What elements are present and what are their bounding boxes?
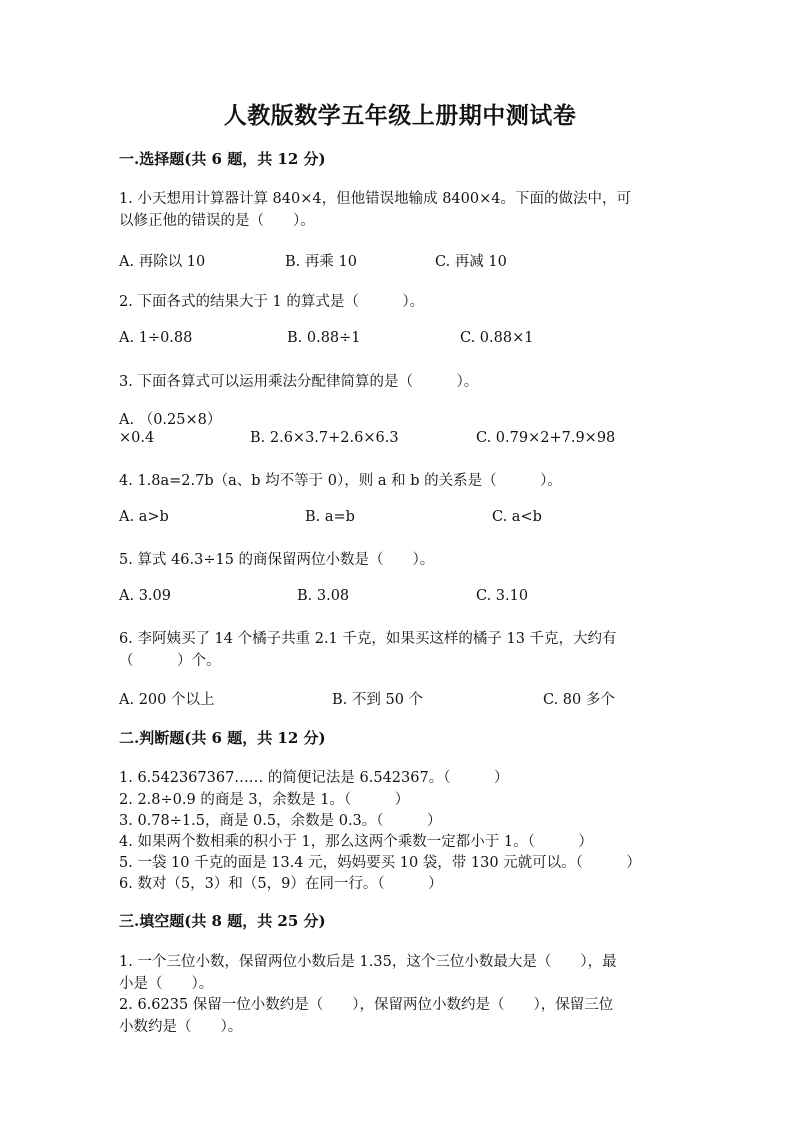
fill-item: 小是（ ）。	[119, 976, 214, 992]
option-a: A. a>b	[119, 509, 169, 525]
option-a: A. （0.25×8）	[119, 412, 222, 428]
option-b: B. 3.08	[297, 588, 350, 604]
option-b: B. a=b	[305, 509, 355, 525]
option-b: B. 0.88÷1	[287, 330, 361, 346]
fill-item: 小数约是（ ）。	[119, 1019, 243, 1035]
question-text: 4. 1.8a=2.7b（a、b 均不等于 0），则 a 和 b 的关系是（ ）。	[119, 473, 562, 489]
section-heading-choice: 一.选择题(共 6 题，共 12 分)	[119, 150, 326, 168]
section-heading-judgment: 二.判断题(共 6 题，共 12 分)	[119, 729, 326, 747]
option-c: C. a<b	[492, 509, 542, 525]
option-c: C. 3.10	[476, 588, 529, 604]
fill-item: 2. 6.6235 保留一位小数约是（ ），保留两位小数约是（ ），保留三位	[119, 997, 614, 1013]
option-a-continued: ×0.4	[119, 430, 155, 446]
option-a: A. 再除以 10	[119, 254, 206, 270]
judgment-item: 2. 2.8÷0.9 的商是 3，余数是 1。（ ）	[119, 792, 410, 808]
question-text: （ ）个。	[119, 653, 221, 669]
option-b: B. 2.6×3.7+2.6×6.3	[250, 430, 399, 446]
fill-item: 1. 一个三位小数，保留两位小数后是 1.35，这个三位小数最大是（ ），最	[119, 954, 617, 970]
option-b: B. 再乘 10	[285, 254, 357, 270]
option-a: A. 1÷0.88	[119, 330, 193, 346]
option-c: C. 再减 10	[435, 254, 507, 270]
option-a: A. 3.09	[119, 588, 171, 604]
question-text: 1. 小天想用计算器计算 840×4，但他错误地输成 8400×4。下面的做法中，可	[119, 191, 631, 207]
judgment-item: 6. 数对（5，3）和（5，9）在同一行。（ ）	[119, 876, 443, 892]
option-b: B. 不到 50 个	[332, 692, 424, 708]
question-text: 2. 下面各式的结果大于 1 的算式是（ ）。	[119, 294, 425, 310]
question-text: 3. 下面各算式可以运用乘法分配律简算的是（ ）。	[119, 374, 479, 390]
judgment-item: 5. 一袋 10 千克的面是 13.4 元，妈妈要买 10 袋，带 130 元就可以。（ ）	[119, 855, 641, 871]
judgment-item: 3. 0.78÷1.5，商是 0.5，余数是 0.3。（ ）	[119, 813, 442, 829]
question-text: 5. 算式 46.3÷15 的商保留两位小数是（ ）。	[119, 552, 435, 568]
section-heading-fill: 三.填空题(共 8 题，共 25 分)	[119, 912, 326, 930]
judgment-item: 4. 如果两个数相乘的积小于 1，那么这两个乘数一定都小于 1。（ ）	[119, 834, 593, 850]
option-c: C. 80 多个	[543, 692, 615, 708]
judgment-item: 1. 6.542367367…… 的简便记法是 6.542367。（ ）	[119, 770, 509, 786]
option-c: C. 0.88×1	[460, 330, 534, 346]
option-a: A. 200 个以上	[119, 692, 215, 708]
page-title: 人教版数学五年级上册期中测试卷	[223, 102, 577, 129]
option-c: C. 0.79×2+7.9×98	[476, 430, 616, 446]
question-text: 6. 李阿姨买了 14 个橘子共重 2.1 千克，如果买这样的橘子 13 千克，大约有	[119, 631, 617, 647]
question-text: 以修正他的错误的是（ ）。	[119, 213, 315, 229]
